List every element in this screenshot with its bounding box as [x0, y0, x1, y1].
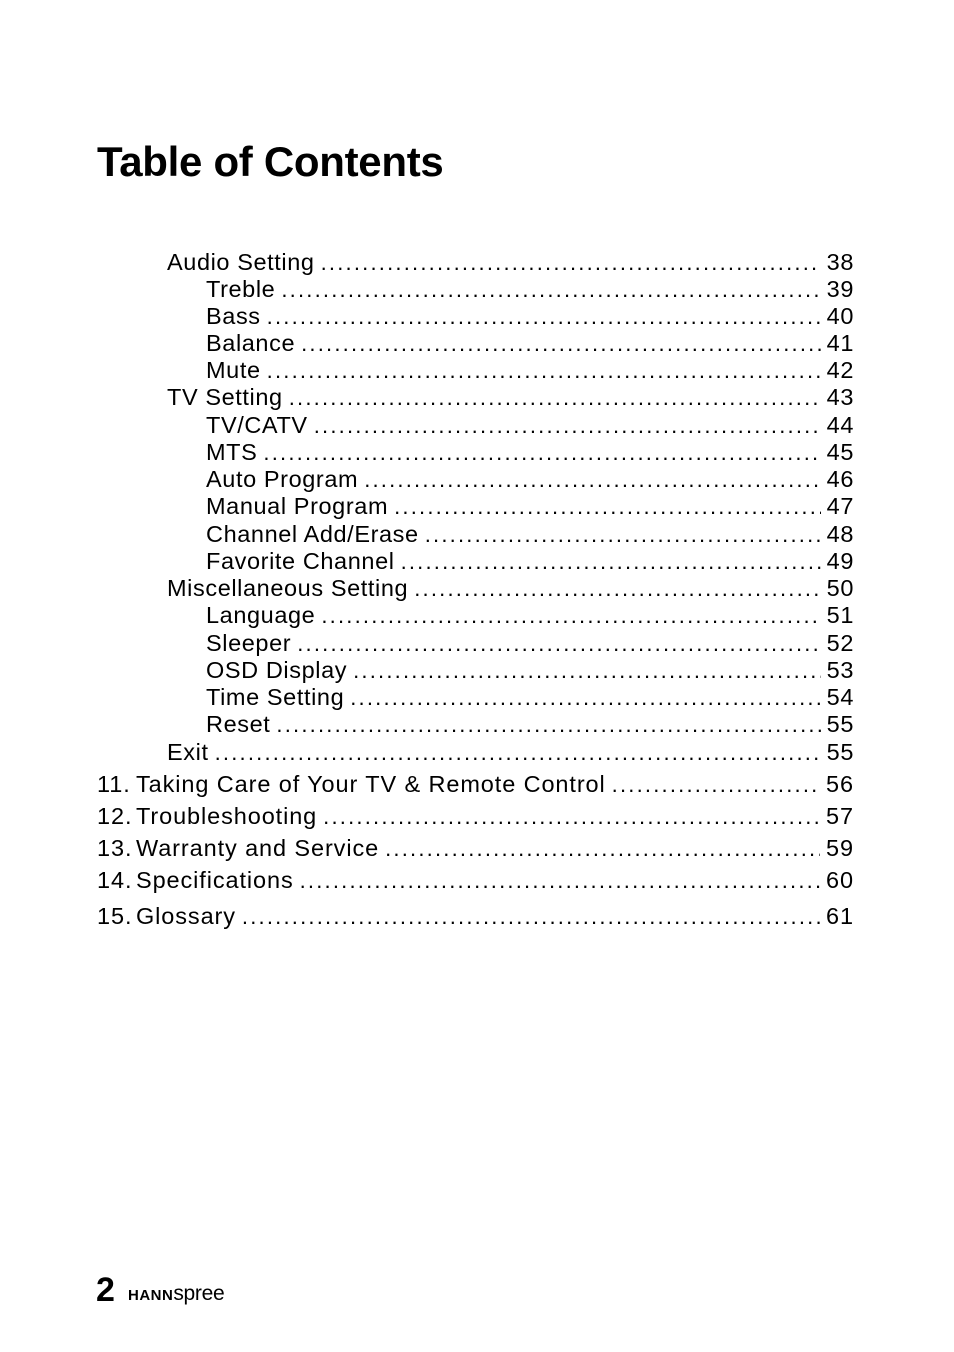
toc-dot-leader	[401, 548, 821, 575]
toc-entry-page: 42	[826, 357, 854, 383]
toc-entry	[167, 739, 854, 766]
toc-entry-page: 47	[826, 493, 854, 519]
toc-entry-label: Treble	[206, 276, 276, 302]
toc-entry-page: 40	[826, 303, 854, 329]
toc-dot-leader	[350, 684, 820, 711]
toc-entry	[206, 493, 854, 520]
brand-logo	[128, 1278, 224, 1311]
toc-dot-leader	[321, 249, 821, 276]
toc-entry	[206, 684, 854, 711]
toc-entry-page: 38	[826, 249, 854, 275]
toc-entry-label: Sleeper	[206, 630, 292, 656]
toc-entry	[97, 771, 854, 798]
toc-entry	[206, 602, 854, 629]
toc-entry-page: 57	[826, 803, 854, 829]
toc-dot-leader	[323, 803, 820, 830]
toc-entry	[167, 384, 854, 411]
toc-entry-page: 53	[826, 657, 854, 683]
toc-entry-label: MTS	[206, 439, 258, 465]
toc-entry-label: TV Setting	[167, 384, 283, 410]
toc-entry-label: Glossary	[136, 903, 236, 929]
toc-entry	[206, 657, 854, 684]
page-title: Table of Contents	[97, 138, 444, 185]
toc-entry-label: Exit	[167, 739, 209, 765]
toc-dot-leader	[300, 867, 820, 894]
toc-entry-label: Warranty and Service	[136, 835, 380, 861]
toc-entry-page: 44	[826, 412, 854, 438]
toc-entry-number: 11.	[97, 771, 131, 797]
toc-entry-page: 48	[826, 521, 854, 547]
toc-entry	[167, 575, 854, 602]
toc-entry	[206, 276, 854, 303]
toc-entry-label: Balance	[206, 330, 296, 356]
toc-entry-label: Audio Setting	[167, 249, 315, 275]
toc-entry-label: Bass	[206, 303, 261, 329]
toc-entry-label: Reset	[206, 711, 271, 737]
toc-entry-label: Favorite Channel	[206, 548, 395, 574]
toc-entry-page: 59	[826, 835, 854, 861]
toc-entry	[206, 357, 854, 384]
toc-entry-label: TV/CATV	[206, 412, 308, 438]
toc-entry-page: 55	[826, 739, 854, 765]
brand-logo-light: spree	[173, 1282, 225, 1305]
toc-entry	[206, 630, 854, 657]
toc-entry-page: 61	[826, 903, 854, 929]
toc-dot-leader	[301, 330, 821, 357]
toc-dot-leader	[353, 657, 821, 684]
toc-dot-leader	[281, 276, 820, 303]
toc-entry	[206, 439, 854, 466]
toc-entry-label: Channel Add/Erase	[206, 521, 419, 547]
toc-entry	[206, 548, 854, 575]
toc-entry-page: 39	[826, 276, 854, 302]
toc-entry	[206, 303, 854, 330]
toc-entry	[206, 412, 854, 439]
toc-dot-leader	[267, 303, 821, 330]
toc-entry-page: 49	[826, 548, 854, 574]
toc-entry-number: 14.	[97, 867, 133, 893]
footer-page-number: 2	[96, 1271, 115, 1309]
toc-dot-leader	[364, 466, 820, 493]
toc-entry-page: 56	[826, 771, 854, 797]
toc-entry	[206, 330, 854, 357]
toc-entry-label: Time Setting	[206, 684, 345, 710]
toc-entry-label: Auto Program	[206, 466, 359, 492]
toc-entry	[206, 711, 854, 738]
toc-dot-leader	[289, 384, 821, 411]
toc-entry-page: 55	[826, 711, 854, 737]
toc-entry-label: Language	[206, 602, 316, 628]
toc-entry	[97, 803, 854, 830]
toc-dot-leader	[314, 412, 821, 439]
toc-entry-page: 52	[826, 630, 854, 656]
toc-entry-page: 46	[826, 466, 854, 492]
toc-entry	[97, 835, 854, 862]
toc-entry-label: Miscellaneous Setting	[167, 575, 409, 601]
toc-dot-leader	[297, 630, 820, 657]
toc-entry-number: 13.	[97, 835, 133, 861]
toc-dot-leader	[612, 771, 820, 798]
toc-entry-label: Manual Program	[206, 493, 389, 519]
toc-entry-label: Taking Care of Your TV & Remote Control	[136, 771, 606, 797]
toc-dot-leader	[263, 439, 820, 466]
toc-dot-leader	[267, 357, 821, 384]
toc-entry-page: 43	[826, 384, 854, 410]
toc-dot-leader	[321, 602, 820, 629]
toc-entry-number: 15.	[97, 903, 133, 929]
toc-entry-page: 45	[826, 439, 854, 465]
toc-dot-leader	[394, 493, 821, 520]
toc-dot-leader	[276, 711, 820, 738]
toc-dot-leader	[425, 521, 821, 548]
toc-entry-number: 12.	[97, 803, 133, 829]
toc-entry	[167, 249, 854, 276]
toc-dot-leader	[242, 903, 820, 930]
toc-entry-page: 51	[826, 602, 854, 628]
toc-entry	[97, 867, 854, 894]
toc-entry-label: Specifications	[136, 867, 294, 893]
toc-entry-page: 54	[826, 684, 854, 710]
brand-logo-bold: HANN	[128, 1287, 174, 1304]
toc-entry	[206, 466, 854, 493]
toc-entry	[206, 521, 854, 548]
toc-entry-page: 60	[826, 867, 854, 893]
toc-dot-leader	[385, 835, 820, 862]
toc-entry-label: Troubleshooting	[136, 803, 318, 829]
toc-dot-leader	[215, 739, 821, 766]
toc-entry-label: Mute	[206, 357, 261, 383]
toc-entry-page: 50	[826, 575, 854, 601]
toc-entry-page: 41	[826, 330, 854, 356]
toc-dot-leader	[414, 575, 820, 602]
toc-entry	[97, 903, 854, 930]
toc-entry-label: OSD Display	[206, 657, 348, 683]
